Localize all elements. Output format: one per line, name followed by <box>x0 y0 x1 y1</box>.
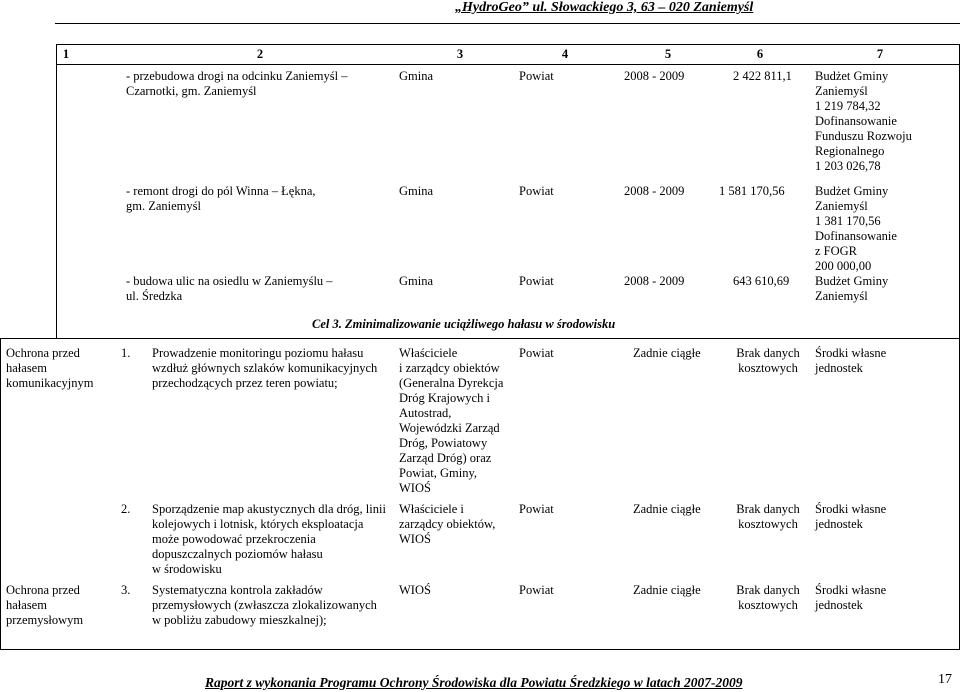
page-number: 17 <box>938 672 952 687</box>
column-header-1: 1 <box>62 47 70 61</box>
executor-cell: WIOŚ <box>399 583 431 597</box>
supervisor-cell: Powiat <box>519 274 554 288</box>
funding-source-cell: Budżet Gminy Zaniemyśl 1 381 170,56 Dofinansowanie z FOGR 200 000,00 <box>815 184 897 273</box>
task-cell: - budowa ulic na osiedlu w Zaniemyślu – ul. Średzka <box>126 274 333 303</box>
supervisor-cell: Powiat <box>519 583 554 597</box>
cost-cell: Brak danych kosztowych <box>736 502 800 531</box>
task-number: 3. <box>121 583 131 597</box>
funding-source-cell: Środki własne jednostek <box>815 583 887 612</box>
task-cell: Systematyczna kontrola zakładów przemysłowych (zwłaszcza zlokalizowanych w pobliżu zabudowy mieszkalnej); <box>152 583 377 627</box>
cost-cell: Brak danych kosztowych <box>736 583 800 612</box>
period-cell: 2008 - 2009 <box>624 274 685 288</box>
column-header-6: 6 <box>756 47 764 61</box>
period-cell: Zadnie ciągłe <box>633 346 701 360</box>
period-cell: 2008 - 2009 <box>624 69 685 83</box>
funding-source-cell: Budżet Gminy Zaniemyśl 1 219 784,32 Dofinansowanie Funduszu Rozwoju Regionalnego 1 203 026,78 <box>815 69 912 173</box>
executor-cell: Gmina <box>399 184 434 198</box>
column-header-2: 2 <box>256 47 264 61</box>
column-header-3: 3 <box>456 47 464 61</box>
document-header: „HydroGeo” ul. Słowackiego 3, 63 – 020 Zaniemyśl <box>455 0 754 15</box>
task-cell: - remont drogi do pól Winna – Łękna, gm. Zaniemyśl <box>126 184 316 213</box>
period-cell: Zadnie ciągłe <box>633 583 701 597</box>
supervisor-cell: Powiat <box>519 502 554 516</box>
executor-cell: Właściciele i zarządcy obiektów, WIOŚ <box>399 502 496 546</box>
task-number: 1. <box>121 346 131 360</box>
cost-cell: 2 422 811,1 <box>733 69 792 83</box>
document-footer: Raport z wykonania Programu Ochrony Środowiska dla Powiatu Średzkiego w latach 2007-2009 <box>205 675 743 690</box>
task-cell: Prowadzenie monitoringu poziomu hałasu wzdłuż głównych szlaków komunikacyjnych przechodzących przez teren powiatu; <box>152 346 378 390</box>
supervisor-cell: Powiat <box>519 69 554 83</box>
cost-cell: 1 581 170,56 <box>719 184 785 198</box>
funding-source-cell: Budżet Gminy Zaniemyśl <box>815 274 889 303</box>
category-cell: Ochrona przed hałasem komunikacyjnym <box>6 346 94 390</box>
column-header-4: 4 <box>561 47 569 61</box>
header-rule <box>55 23 960 24</box>
table-left-border <box>56 44 57 338</box>
executor-cell: Gmina <box>399 274 434 288</box>
category-cell: Ochrona przed hałasem przemysłowym <box>6 583 84 627</box>
goal-row-border <box>0 338 960 339</box>
column-header-7: 7 <box>876 47 884 61</box>
period-cell: 2008 - 2009 <box>624 184 685 198</box>
funding-source-cell: Środki własne jednostek <box>815 346 887 375</box>
supervisor-cell: Powiat <box>519 184 554 198</box>
cost-cell: Brak danych kosztowych <box>736 346 800 375</box>
task-number: 2. <box>121 502 131 516</box>
header-row-border <box>56 64 960 65</box>
executor-cell: Właściciele i zarządcy obiektów (Generalna Dyrekcja Dróg Krajowych i Autostrad, Wojewódzki Zarząd Dróg, Powiatowy Zarząd Dróg) oraz Powiat, Gminy, WIOŚ <box>399 346 504 495</box>
executor-cell: Gmina <box>399 69 434 83</box>
lower-left-border <box>0 338 1 650</box>
funding-source-cell: Środki własne jednostek <box>815 502 887 531</box>
table-bottom-border <box>0 649 960 650</box>
supervisor-cell: Powiat <box>519 346 554 360</box>
task-cell: Sporządzenie map akustycznych dla dróg, linii kolejowych i lotnisk, których eksploatacja może powodować przekroczenia dopuszczalnych poziomów hałasu w środowisku <box>152 502 386 576</box>
table-top-border <box>56 44 960 45</box>
task-cell: - przebudowa drogi na odcinku Zaniemyśl – Czarnotki, gm. Zaniemyśl <box>126 69 348 98</box>
period-cell: Zadnie ciągłe <box>633 502 701 516</box>
cost-cell: 643 610,69 <box>733 274 790 288</box>
column-header-5: 5 <box>664 47 672 61</box>
goal-heading: Cel 3. Zminimalizowanie uciążliwego hałasu w środowisku <box>312 317 616 331</box>
